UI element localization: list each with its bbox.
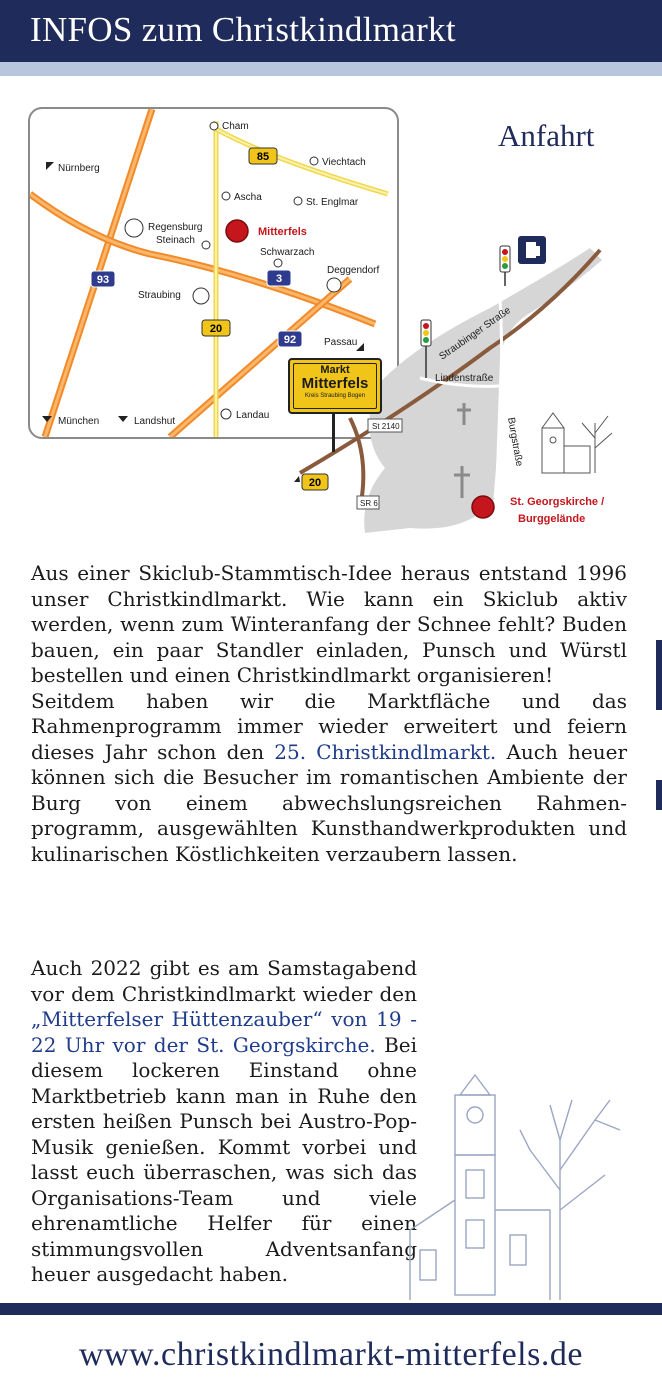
paragraph-3-text-b: Bei diesem lockeren Einstand ohne Marktbetrieb kann man in Ruhe den ersten heißen Punsch bei Austro-Pop-Musik genießen. Kommt vorbei und lasst euch überraschen, was sich das Organisations-Team und viele ehrenamtliche Helfer für einen stimmungsvollen Adventsanfang heuer ausgedacht haben. [31,1032,418,1286]
road-sr6 [350,418,363,508]
anniversary-highlight: 25. Christkindlmarkt. [274,739,497,764]
town-marker [294,197,302,205]
footer-bar [0,1303,662,1315]
place-ascha: Ascha [234,192,262,203]
place-mitterfels: Mitterfels [258,226,307,238]
road-sr6-label: SR 6 [360,499,378,508]
place-schwarzach: Schwarzach [260,247,315,258]
destination-label-line1: St. Georgskirche / [510,496,605,508]
place-muenchen: München [58,416,100,427]
road-st2140: St 2140 [372,422,400,431]
edge-mark [656,640,662,710]
road-number-93: 93 [96,274,110,286]
road-number-85: 85 [256,151,270,163]
road-number-20: 20 [209,323,223,335]
town-marker [222,192,230,200]
town-sign-line3: Kreis Straubing Bogen [304,393,366,399]
place-deggendorf: Deggendorf [327,265,380,276]
section-heading: Anfahrt [498,118,595,153]
place-passau: Passau [324,337,358,348]
town-sign-pole [332,412,335,452]
road-number-3: 3 [275,273,283,285]
town-sign [288,358,382,414]
paragraph-1: Aus einer Skiclub-Stammtisch-Idee heraus entstand 1996 unser Christkindlmarkt. Wie kann ein Skiclub aktiv werden, wenn zum Winteranfang der Schnee fehlt? Buden bauen, ein paar Standler einladen, Punsch und Würstl bestellen und einen Christkindlmarkt organisieren! [31,561,627,687]
website-link[interactable]: www.christkindlmarkt-mitterfels.de [79,1336,583,1373]
header-bar [0,0,662,62]
event-highlight: „Mitterfelser Hüttenzauber“ von 19 - 22 Uhr vor der St. Georgskirche. [31,1007,417,1057]
town-marker [193,288,209,304]
destination-marker-icon [472,496,494,518]
church-icon [542,413,612,473]
place-st-englmar: St. Englmar [306,197,359,208]
church-illustration [400,1060,630,1300]
paragraph-3-text-a: Auch 2022 gibt es am Samstagabend vor dem Christkindlmarkt wieder den [31,956,417,1006]
town-marker [125,219,143,237]
town-sign-line1: Markt [320,364,350,376]
town-marker [221,409,231,419]
place-straubing: Straubing [138,290,181,301]
paragraph-history [31,561,627,867]
place-nuernberg: Nürnberg [58,163,100,174]
edge-mark [656,780,662,810]
mitterfels-marker-icon [226,220,248,242]
place-viechtach: Viechtach [322,157,366,168]
place-cham: Cham [222,121,249,132]
page-title: INFOS zum Christkindlmarkt [30,10,456,49]
header-stripe [0,62,662,76]
paragraph-2-text-b: Auch heuer können sich die Besucher im romantischen Ambiente der Burg von einem abwechslungsreichen Rahmen-programm, ausgewählten Kunsthandwerkprodukten und kulinarischen Köstlichkeiten verzaubern lassen. [31,739,628,866]
place-landau: Landau [236,410,270,421]
town-marker [210,122,218,130]
town-marker [274,259,282,267]
road-number-92: 92 [283,334,297,346]
direction-arrow-icon [294,476,300,482]
place-steinach: Steinach [156,235,195,246]
direction-arrow-icon [46,162,54,170]
destination-label-line2: Burggelände [518,513,586,525]
town-marker [310,157,318,165]
town-marker [202,241,210,249]
direction-arrow-icon [118,416,128,422]
place-regensburg: Regensburg [148,222,203,233]
street-burgstrasse: Burgstraße [505,416,525,468]
paragraph-2 [31,689,627,868]
street-lindenstrasse: Lindenstraße [435,373,494,384]
paragraph-2-text-a: Seitdem haben wir die Marktfläche und das Rahmenprogramm immer wieder erweitert und feiern dieses Jahr schon den [31,688,627,764]
street-straubinger: Straubinger Straße [437,304,513,363]
town-sign-line2: Mitterfels [301,375,369,392]
place-landshut: Landshut [134,416,176,427]
road-number-20: 20 [308,477,322,489]
town-area [364,248,605,533]
